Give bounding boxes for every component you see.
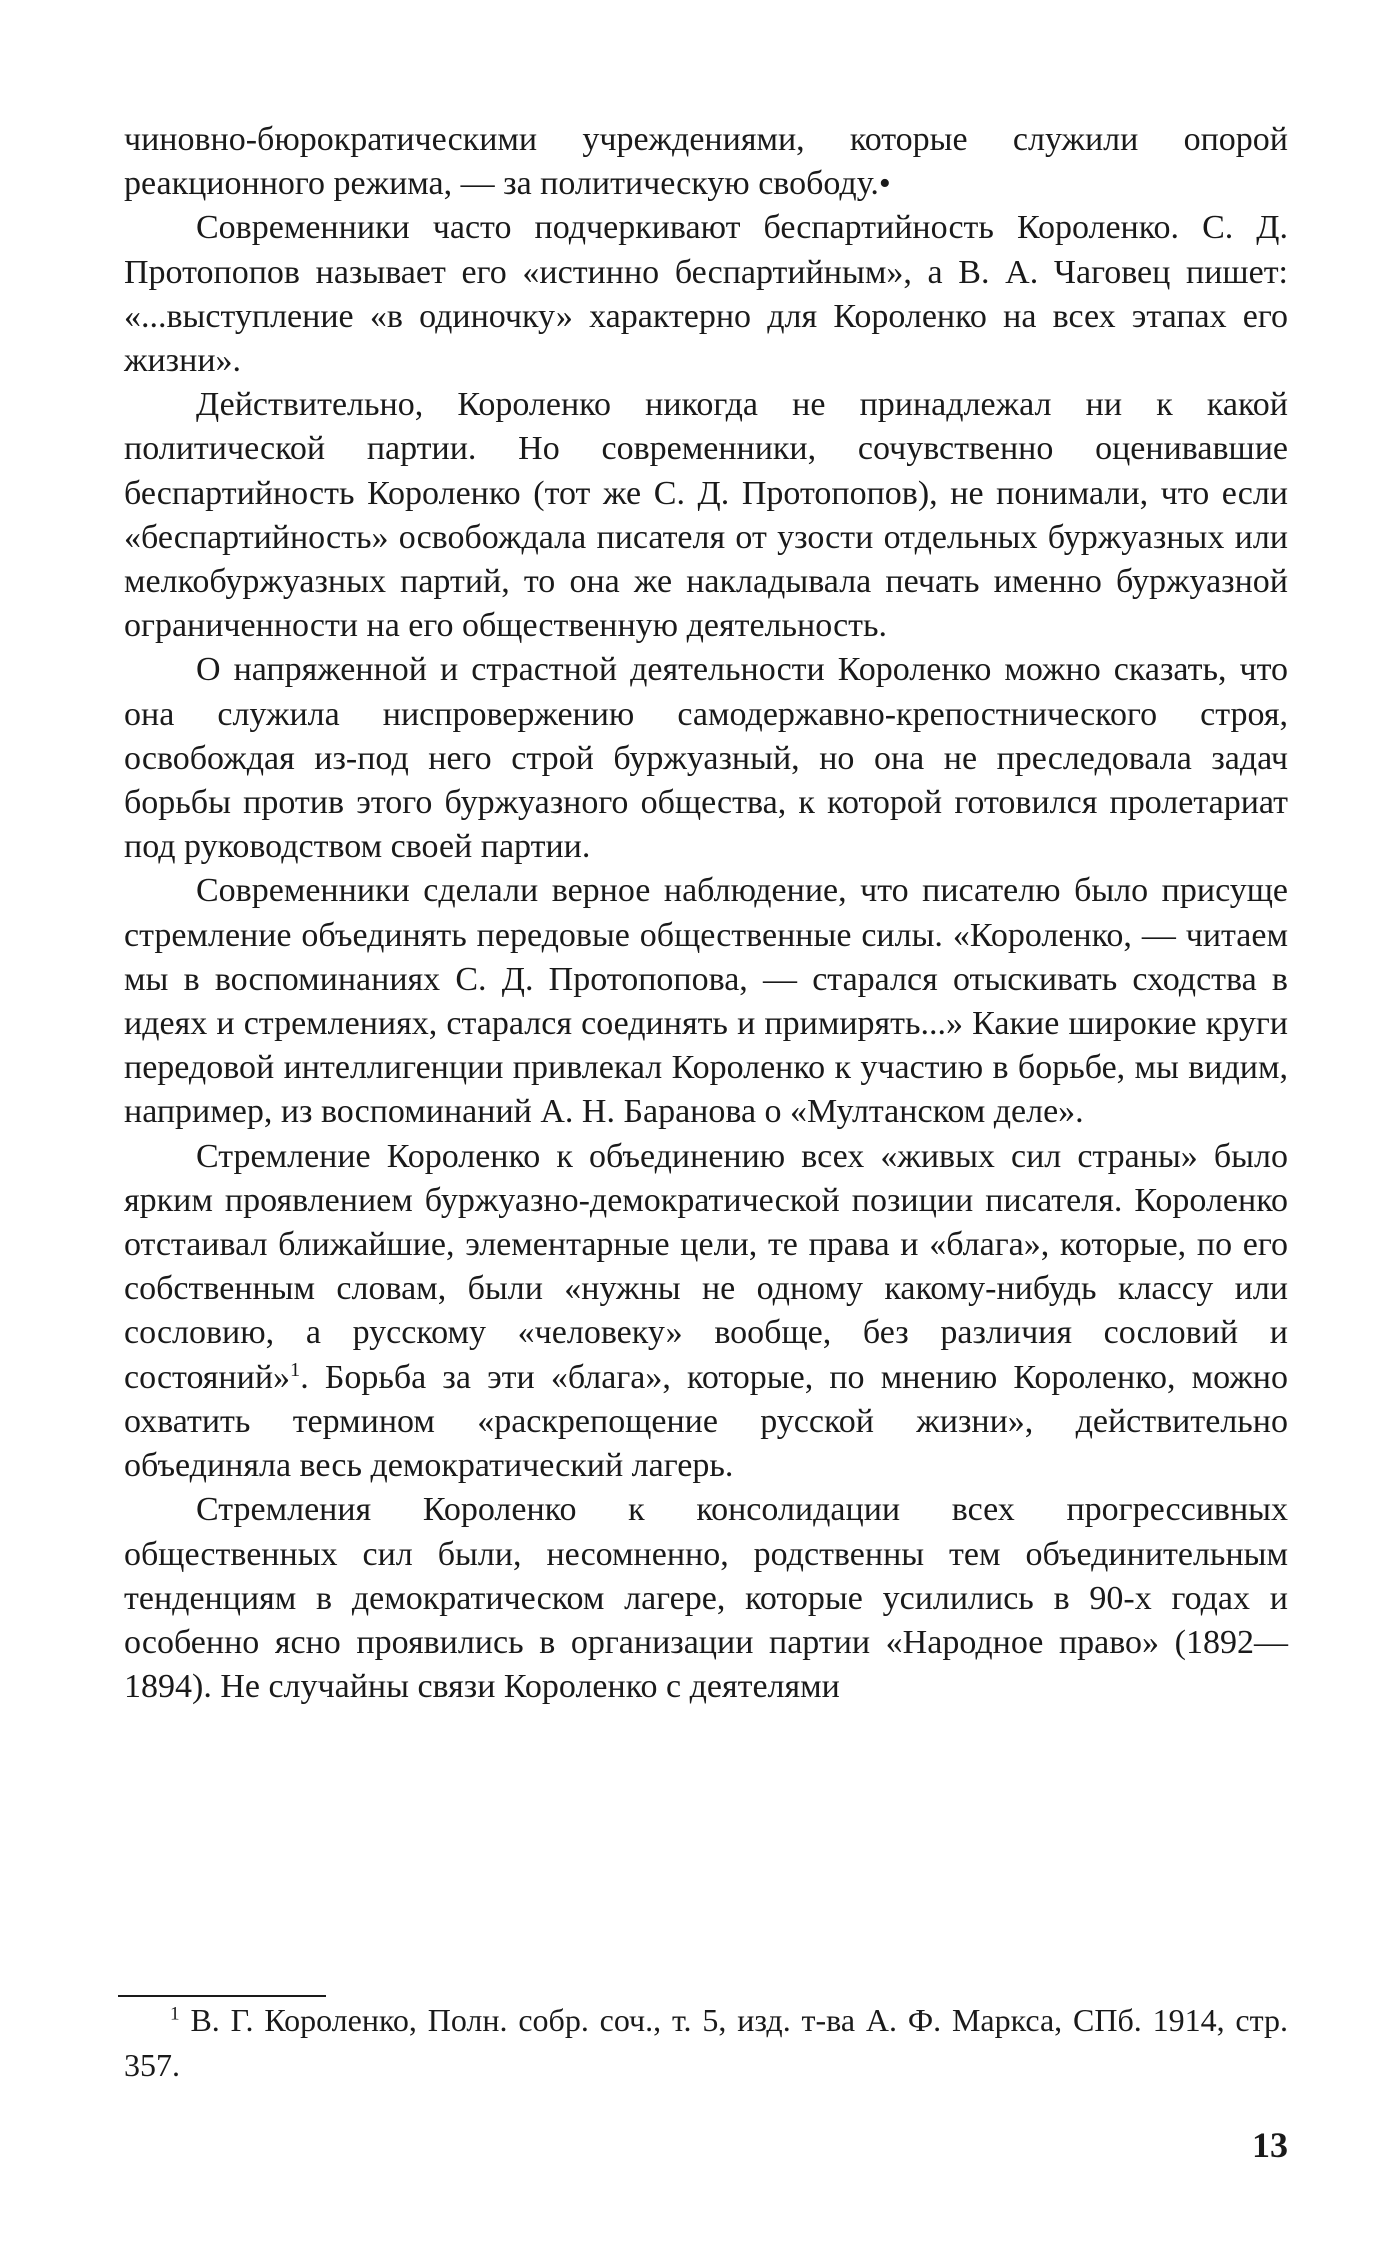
paragraph-6-text: Стремление Короленко к объединению всех «живых сил страны» было ярким проявлением буржуазно-демократической позиции писателя. Короленко отстаивал ближайшие, элементарные цели, те права и «блага», которые, по его собственным словам, были «нужны не одному какому-нибудь классу или сословию, а русскому «человеку» вообще, без различия сословий и состояний» [124, 1137, 1288, 1396]
paragraph-7: Стремления Короленко к консолидации всех прогрессивных общественных сил были, несомненно, родственны тем объединительным тенденциям в демократическом лагере, которые усилились в 90-х годах и особенно ясно проявились в организации партии «Народное право» (1892—1894). Не случайны связи Короленко с деятелями [124, 1491, 1288, 1706]
page-number: 13 [1252, 2125, 1288, 2165]
footnote [124, 1998, 1288, 2088]
main-text [124, 118, 1288, 1709]
paragraph-6 [124, 1135, 1288, 1489]
paragraph-2: Современники часто подчеркивают беспартийность Короленко. С. Д. Протопопов называет его «истинно беспартийным», а В. А. Чаговец пишет: «...выступление «в одиночку» характерно для Короленко на всех этапах его жизни». [124, 209, 1288, 380]
footnote-reference: 1 [290, 1358, 301, 1381]
paragraph-3: Действительно, Короленко никогда не принадлежал ни к какой политической партии. Но современники, сочувственно оценивавшие беспартийность Короленко (тот же С. Д. Протопопов), не понимали, что если «беспартийность» освобождала писателя от узости отдельных буржуазных или мелкобуржуазных партий, то она же накладывала печать именно буржуазной ограниченности на его общественную деятельность. [124, 386, 1288, 645]
footnote-text: В. Г. Короленко, Полн. собр. соч., т. 5, изд. т-ва А. Ф. Маркса, СПб. 1914, стр. 357. [124, 2002, 1289, 2083]
paragraph-6-tail: . Борьба за эти «блага», которые, по мнению Короленко, можно охватить термином «раскрепощение русской жизни», действительно объединяла весь демократический лагерь. [124, 1358, 1288, 1485]
footnote-divider [118, 1995, 326, 1997]
paragraph-1: чиновно-бюрократическими учреждениями, которые служили опорой реакционного режима, — за политическую свободу.• [124, 121, 1288, 203]
footnote-mark: 1 [170, 2003, 180, 2025]
paragraph-5: Современники сделали верное наблюдение, что писателю было присуще стремление объединять передовые общественные силы. «Короленко, — читаем мы в воспоминаниях С. Д. Протопопова, — старался отыскивать сходства в идеях и стремлениях, старался соединять и примирять...» Какие широкие круги передовой интеллигенции привлекал Короленко к участию в борьбе, мы видим, например, из воспоминаний А. Н. Баранова о «Мултанском деле». [124, 872, 1288, 1131]
paragraph-4: О напряженной и страстной деятельности Короленко можно сказать, что она служила ниспровержению самодержавно-крепостнического строя, освобождая из-под него строй буржуазный, но она не преследовала задач борьбы против этого буржуазного общества, к которой готовился пролетариат под руководством своей партии. [124, 651, 1288, 866]
